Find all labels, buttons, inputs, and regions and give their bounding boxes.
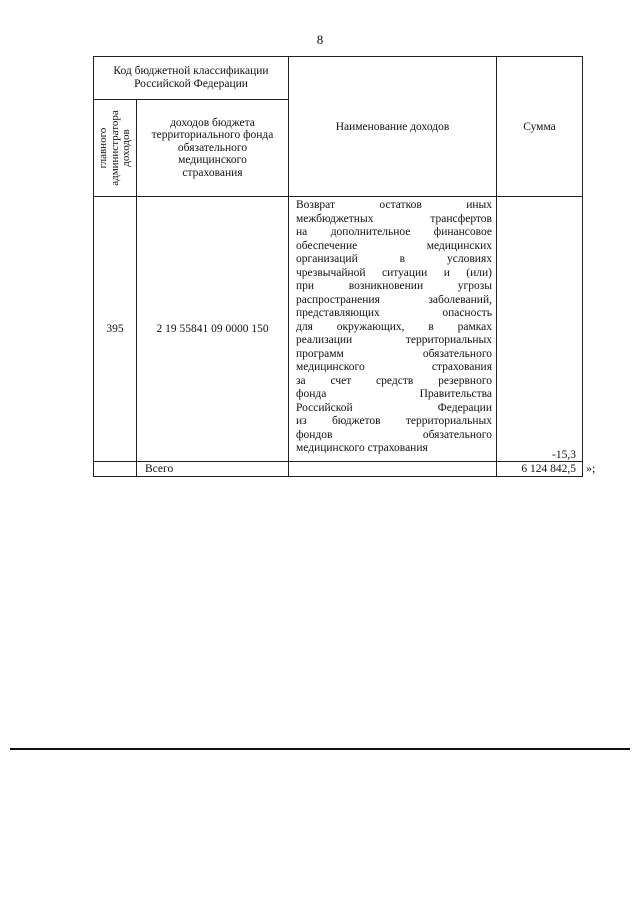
income-code-cell: 2 19 55841 09 0000 150 (137, 197, 289, 462)
page-divider (10, 748, 630, 750)
sum-cell: -15,3 (497, 197, 583, 462)
name-line: для окружающих, в рамках (296, 320, 492, 333)
name-line: фондов обязательного (296, 428, 492, 441)
name-line: программ обязательного (296, 347, 492, 360)
header-income-name: Наименование доходов (289, 57, 497, 197)
name-line: фонда Правительства (296, 388, 492, 400)
header-sum: Сумма (497, 57, 583, 197)
header-income-code-text: доходов бюджета территориального фонда обязательного медицинского страхования (151, 116, 274, 179)
name-line: обеспечение медицинских (296, 239, 492, 252)
name-line: реализации территориальных (296, 334, 492, 346)
header-code-group: Код бюджетной классификации Российской Федерации (94, 57, 289, 100)
header-admin-cell (94, 100, 137, 197)
header-admin-line: главного (96, 127, 109, 169)
header-income-code (137, 100, 289, 197)
name-line: организаций в условиях (296, 253, 492, 265)
income-name-cell (289, 197, 497, 462)
header-admin-line: администратора (108, 110, 121, 186)
closing-quote: »; (586, 461, 596, 475)
page-number: 8 (316, 32, 324, 47)
name-line: при возникновении угрозы (296, 280, 492, 292)
name-line: Российской Федерации (296, 401, 492, 414)
header-admin-text (98, 110, 133, 186)
name-line: медицинского страхования (296, 361, 492, 373)
name-line: чрезвычайной ситуации и (или) (296, 266, 492, 279)
name-line: межбюджетных трансфертов (296, 212, 492, 225)
name-line: за счет средств резервного (296, 374, 492, 387)
table-row (94, 197, 583, 462)
name-line: распространения заболеваний, (296, 293, 492, 306)
name-line: представляющих опасность (296, 307, 492, 319)
total-label: Всего (137, 462, 289, 477)
name-line: на дополнительное финансовое (296, 226, 492, 238)
total-empty-cell (289, 462, 497, 477)
header-row-group (94, 57, 583, 100)
name-line: Возврат остатков иных (296, 199, 492, 211)
admin-code-cell: 395 (94, 197, 137, 462)
name-line: медицинского страхования (296, 442, 428, 454)
name-line: из бюджетов территориальных (296, 415, 492, 427)
header-admin-line: доходов (119, 129, 132, 167)
total-empty-cell (94, 462, 137, 477)
total-sum: 6 124 842,5 (497, 462, 583, 477)
revenue-table (93, 56, 583, 477)
total-row (94, 462, 583, 477)
